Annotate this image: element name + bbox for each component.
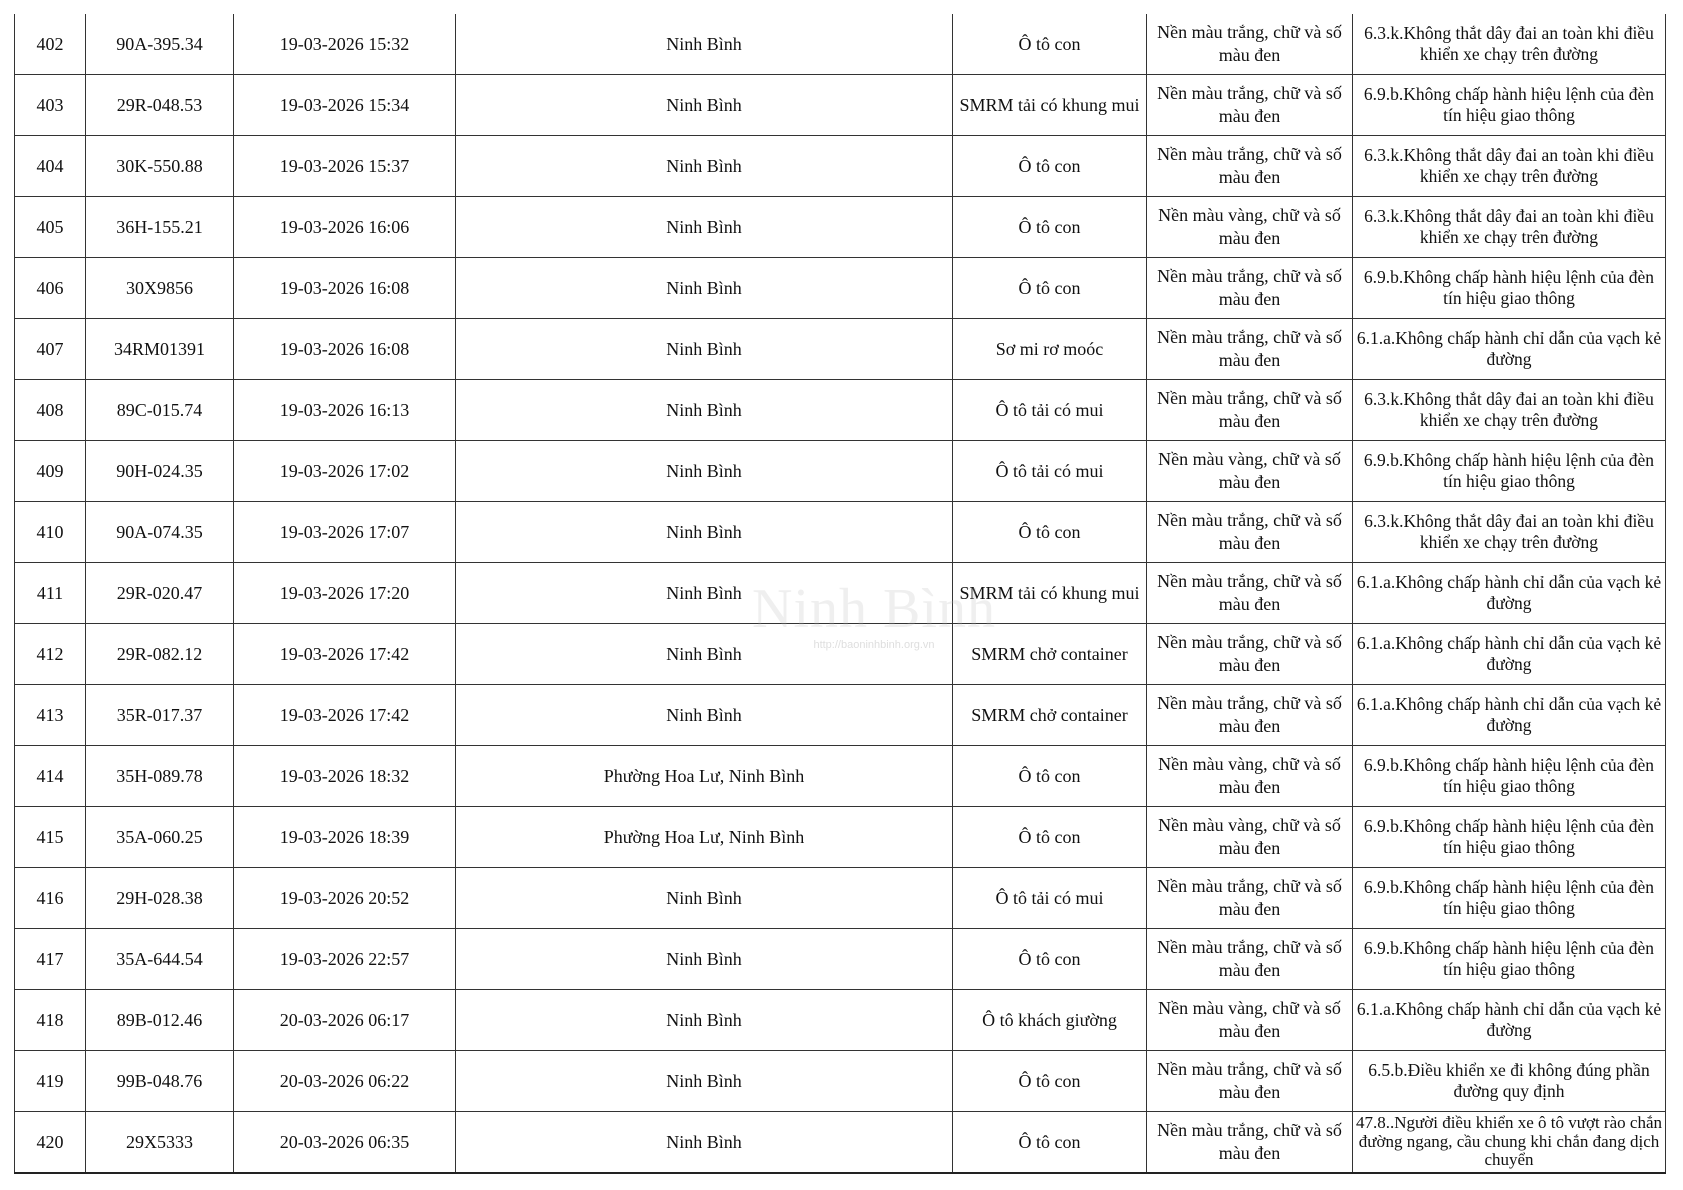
cell-plate-color: Nền màu trắng, chữ và số màu đen: [1147, 14, 1353, 75]
cell-time: 20-03-2026 06:35: [234, 1112, 456, 1174]
cell-plate: 89B-012.46: [86, 990, 234, 1051]
cell-vehicle-type: Ô tô con: [953, 807, 1147, 868]
cell-location: Ninh Bình: [456, 1112, 953, 1174]
cell-violation: 6.9.b.Không chấp hành hiệu lệnh của đèn tín hiệu giao thông: [1353, 258, 1666, 319]
cell-vehicle-type: Ô tô con: [953, 502, 1147, 563]
cell-plate-color: Nền màu vàng, chữ và số màu đen: [1147, 441, 1353, 502]
table-row: [15, 1112, 1666, 1174]
cell-location: Ninh Bình: [456, 319, 953, 380]
cell-time: 19-03-2026 18:39: [234, 807, 456, 868]
cell-time: 19-03-2026 17:42: [234, 624, 456, 685]
cell-vehicle-type: Ô tô tải có mui: [953, 441, 1147, 502]
cell-location: Ninh Bình: [456, 197, 953, 258]
cell-violation: 6.9.b.Không chấp hành hiệu lệnh của đèn tín hiệu giao thông: [1353, 868, 1666, 929]
cell-violation: 6.9.b.Không chấp hành hiệu lệnh của đèn tín hiệu giao thông: [1353, 746, 1666, 807]
cell-violation: 6.1.a.Không chấp hành chỉ dẫn của vạch kẻ đường: [1353, 990, 1666, 1051]
cell-plate: 99B-048.76: [86, 1051, 234, 1112]
cell-violation: 6.5.b.Điều khiển xe đi không đúng phần đường quy định: [1353, 1051, 1666, 1112]
cell-stt: 418: [15, 990, 86, 1051]
table-row: [15, 1051, 1666, 1112]
cell-plate-color: Nền màu trắng, chữ và số màu đen: [1147, 685, 1353, 746]
cell-stt: 411: [15, 563, 86, 624]
cell-vehicle-type: SMRM chở container: [953, 624, 1147, 685]
cell-time: 19-03-2026 17:02: [234, 441, 456, 502]
cell-stt: 417: [15, 929, 86, 990]
cell-plate: 29R-082.12: [86, 624, 234, 685]
cell-violation: 6.9.b.Không chấp hành hiệu lệnh của đèn tín hiệu giao thông: [1353, 807, 1666, 868]
cell-location: Ninh Bình: [456, 990, 953, 1051]
cell-plate: 35R-017.37: [86, 685, 234, 746]
cell-plate: 29H-028.38: [86, 868, 234, 929]
cell-plate: 30X9856: [86, 258, 234, 319]
cell-stt: 416: [15, 868, 86, 929]
cell-stt: 413: [15, 685, 86, 746]
cell-stt: 407: [15, 319, 86, 380]
cell-time: 19-03-2026 17:42: [234, 685, 456, 746]
cell-violation: 6.3.k.Không thắt dây đai an toàn khi điều khiển xe chạy trên đường: [1353, 502, 1666, 563]
cell-plate-color: Nền màu trắng, chữ và số màu đen: [1147, 136, 1353, 197]
cell-plate-color: Nền màu vàng, chữ và số màu đen: [1147, 990, 1353, 1051]
table-row: [15, 624, 1666, 685]
table-row: [15, 807, 1666, 868]
cell-location: Phường Hoa Lư, Ninh Bình: [456, 807, 953, 868]
cell-violation: 6.1.a.Không chấp hành chỉ dẫn của vạch kẻ đường: [1353, 319, 1666, 380]
cell-plate-color: Nền màu vàng, chữ và số màu đen: [1147, 746, 1353, 807]
cell-time: 20-03-2026 06:17: [234, 990, 456, 1051]
cell-vehicle-type: Ô tô con: [953, 258, 1147, 319]
table-row: [15, 380, 1666, 441]
cell-location: Ninh Bình: [456, 75, 953, 136]
cell-location: Ninh Bình: [456, 868, 953, 929]
cell-time: 19-03-2026 16:13: [234, 380, 456, 441]
cell-time: 19-03-2026 22:57: [234, 929, 456, 990]
cell-stt: 404: [15, 136, 86, 197]
cell-stt: 414: [15, 746, 86, 807]
cell-violation: 6.3.k.Không thắt dây đai an toàn khi điều khiển xe chạy trên đường: [1353, 14, 1666, 75]
cell-violation: 6.1.a.Không chấp hành chỉ dẫn của vạch kẻ đường: [1353, 685, 1666, 746]
watermark-url: http://baoninhbinh.org.vn: [813, 639, 935, 651]
cell-plate: 35A-060.25: [86, 807, 234, 868]
cell-plate: 90A-074.35: [86, 502, 234, 563]
cell-location: Ninh Bình: [456, 685, 953, 746]
violation-table-body: [15, 14, 1666, 1173]
cell-violation: 6.3.k.Không thắt dây đai an toàn khi điều khiển xe chạy trên đường: [1353, 380, 1666, 441]
violation-table: [14, 14, 1666, 1174]
cell-violation: 6.1.a.Không chấp hành chỉ dẫn của vạch kẻ đường: [1353, 563, 1666, 624]
cell-violation: 6.9.b.Không chấp hành hiệu lệnh của đèn tín hiệu giao thông: [1353, 441, 1666, 502]
cell-plate-color: Nền màu vàng, chữ và số màu đen: [1147, 807, 1353, 868]
cell-violation: 6.9.b.Không chấp hành hiệu lệnh của đèn tín hiệu giao thông: [1353, 75, 1666, 136]
cell-stt: 403: [15, 75, 86, 136]
table-row: [15, 197, 1666, 258]
cell-location: Ninh Bình: [456, 380, 953, 441]
cell-violation: 6.1.a.Không chấp hành chỉ dẫn của vạch kẻ đường: [1353, 624, 1666, 685]
cell-time: 20-03-2026 06:22: [234, 1051, 456, 1112]
violation-list-sheet: [14, 14, 1665, 1174]
cell-vehicle-type: Ô tô con: [953, 1051, 1147, 1112]
cell-location: Ninh Bình: [456, 502, 953, 563]
cell-time: 19-03-2026 17:07: [234, 502, 456, 563]
cell-plate-color: Nền màu trắng, chữ và số màu đen: [1147, 868, 1353, 929]
cell-stt: 415: [15, 807, 86, 868]
cell-vehicle-type: Ô tô con: [953, 746, 1147, 807]
table-row: [15, 868, 1666, 929]
cell-time: 19-03-2026 16:08: [234, 319, 456, 380]
table-row: [15, 929, 1666, 990]
cell-plate: 35H-089.78: [86, 746, 234, 807]
cell-time: 19-03-2026 15:34: [234, 75, 456, 136]
cell-plate: 89C-015.74: [86, 380, 234, 441]
cell-location: Ninh Bình: [456, 136, 953, 197]
cell-location: Ninh Bình: [456, 624, 953, 685]
table-row: [15, 746, 1666, 807]
cell-location: Ninh Bình: [456, 14, 953, 75]
cell-stt: 408: [15, 380, 86, 441]
cell-time: 19-03-2026 18:32: [234, 746, 456, 807]
cell-vehicle-type: Ô tô tải có mui: [953, 380, 1147, 441]
cell-location: Ninh Bình: [456, 929, 953, 990]
cell-plate: 34RM01391: [86, 319, 234, 380]
cell-time: 19-03-2026 20:52: [234, 868, 456, 929]
cell-plate-color: Nền màu trắng, chữ và số màu đen: [1147, 624, 1353, 685]
cell-time: 19-03-2026 16:08: [234, 258, 456, 319]
cell-plate: 29R-020.47: [86, 563, 234, 624]
cell-vehicle-type: Ô tô con: [953, 197, 1147, 258]
cell-stt: 409: [15, 441, 86, 502]
cell-vehicle-type: Ô tô con: [953, 929, 1147, 990]
table-row: [15, 563, 1666, 624]
cell-violation: 6.9.b.Không chấp hành hiệu lệnh của đèn tín hiệu giao thông: [1353, 929, 1666, 990]
cell-plate-color: Nền màu trắng, chữ và số màu đen: [1147, 380, 1353, 441]
table-row: [15, 136, 1666, 197]
cell-location: Ninh Bình: [456, 563, 953, 624]
cell-time: 19-03-2026 15:32: [234, 14, 456, 75]
cell-plate-color: Nền màu trắng, chữ và số màu đen: [1147, 319, 1353, 380]
cell-plate: 29X5333: [86, 1112, 234, 1174]
cell-plate-color: Nền màu trắng, chữ và số màu đen: [1147, 502, 1353, 563]
cell-stt: 412: [15, 624, 86, 685]
cell-plate: 35A-644.54: [86, 929, 234, 990]
cell-stt: 410: [15, 502, 86, 563]
cell-location: Ninh Bình: [456, 1051, 953, 1112]
cell-location: Ninh Bình: [456, 441, 953, 502]
cell-vehicle-type: Ô tô con: [953, 14, 1147, 75]
cell-vehicle-type: Ô tô khách giường: [953, 990, 1147, 1051]
cell-plate: 90A-395.34: [86, 14, 234, 75]
cell-violation: 6.3.k.Không thắt dây đai an toàn khi điều khiển xe chạy trên đường: [1353, 197, 1666, 258]
table-row: [15, 319, 1666, 380]
table-row: [15, 990, 1666, 1051]
cell-plate: 30K-550.88: [86, 136, 234, 197]
cell-stt: 402: [15, 14, 86, 75]
table-row: [15, 258, 1666, 319]
cell-stt: 406: [15, 258, 86, 319]
cell-location: Phường Hoa Lư, Ninh Bình: [456, 746, 953, 807]
table-row: [15, 75, 1666, 136]
cell-vehicle-type: SMRM tải có khung mui: [953, 75, 1147, 136]
cell-stt: 419: [15, 1051, 86, 1112]
cell-location: Ninh Bình: [456, 258, 953, 319]
cell-plate-color: Nền màu trắng, chữ và số màu đen: [1147, 563, 1353, 624]
cell-vehicle-type: Sơ mi rơ moóc: [953, 319, 1147, 380]
cell-stt: 420: [15, 1112, 86, 1174]
cell-plate-color: Nền màu trắng, chữ và số màu đen: [1147, 1112, 1353, 1174]
cell-vehicle-type: SMRM tải có khung mui: [953, 563, 1147, 624]
cell-plate-color: Nền màu trắng, chữ và số màu đen: [1147, 75, 1353, 136]
cell-vehicle-type: Ô tô tải có mui: [953, 868, 1147, 929]
cell-vehicle-type: SMRM chở container: [953, 685, 1147, 746]
table-row: [15, 502, 1666, 563]
cell-plate: 36H-155.21: [86, 197, 234, 258]
cell-plate-color: Nền màu trắng, chữ và số màu đen: [1147, 929, 1353, 990]
table-row: [15, 14, 1666, 75]
cell-time: 19-03-2026 17:20: [234, 563, 456, 624]
cell-violation: 47.8..Người điều khiển xe ô tô vượt rào chắn đường ngang, cầu chung khi chắn đang dịch chuyển: [1353, 1112, 1666, 1174]
cell-stt: 405: [15, 197, 86, 258]
watermark-logo: Ninh Bình: [752, 578, 996, 640]
table-row: [15, 441, 1666, 502]
cell-plate-color: Nền màu trắng, chữ và số màu đen: [1147, 1051, 1353, 1112]
cell-time: 19-03-2026 15:37: [234, 136, 456, 197]
cell-plate-color: Nền màu vàng, chữ và số màu đen: [1147, 197, 1353, 258]
cell-plate-color: Nền màu trắng, chữ và số màu đen: [1147, 258, 1353, 319]
cell-violation: 6.3.k.Không thắt dây đai an toàn khi điều khiển xe chạy trên đường: [1353, 136, 1666, 197]
cell-plate: 90H-024.35: [86, 441, 234, 502]
table-row: [15, 685, 1666, 746]
cell-vehicle-type: Ô tô con: [953, 136, 1147, 197]
cell-plate: 29R-048.53: [86, 75, 234, 136]
cell-vehicle-type: Ô tô con: [953, 1112, 1147, 1174]
cell-time: 19-03-2026 16:06: [234, 197, 456, 258]
